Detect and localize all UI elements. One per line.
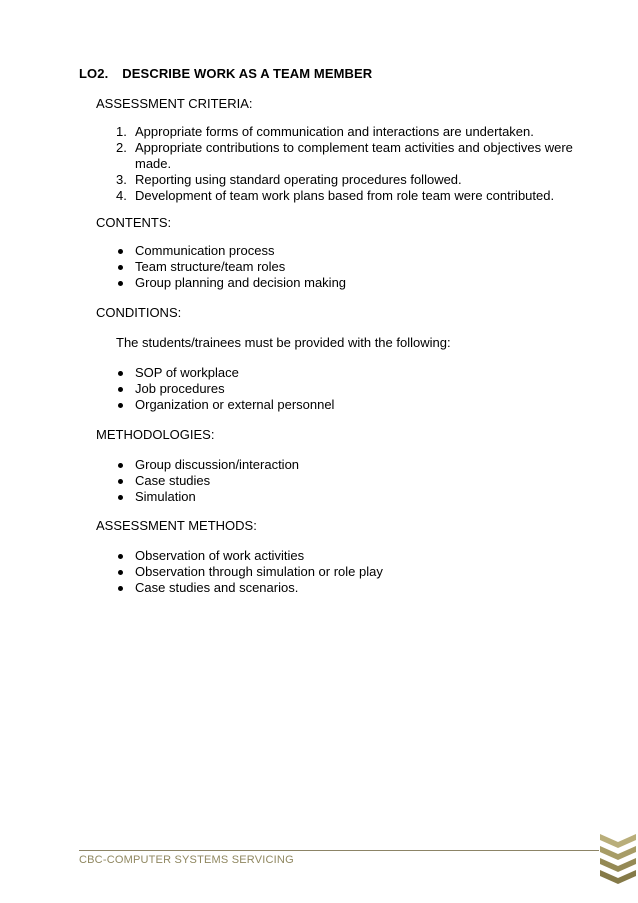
list-item-text: Communication process [135, 243, 275, 258]
conditions-list [116, 365, 576, 413]
list-item [116, 548, 576, 564]
list-item-text: Case studies and scenarios. [135, 580, 299, 595]
list-item-text: Simulation [135, 489, 196, 504]
bullet-icon [118, 495, 123, 500]
list-item [116, 381, 576, 397]
list-item-text: Group discussion/interaction [135, 457, 300, 472]
list-item [116, 275, 576, 291]
conditions-heading: CONDITIONS: [96, 305, 182, 320]
bullet-icon [118, 281, 123, 286]
methodologies-heading: METHODOLOGIES: [96, 427, 215, 442]
list-item-number: 2. [116, 140, 127, 155]
list-item-text: Observation through simulation or role play [135, 564, 383, 579]
footer-text: CBC-COMPUTER SYSTEMS SERVICING [79, 854, 294, 866]
list-item-text: Appropriate forms of communication and interactions are undertaken. [135, 124, 534, 139]
list-item-text: Organization or external personnel [135, 397, 335, 412]
list-item-number: 4. [116, 188, 127, 203]
list-item-text: Appropriate contributions to complement team activities and objectives were made. [135, 140, 573, 171]
bullet-icon [118, 371, 123, 376]
list-item [116, 124, 586, 140]
list-item-text: Reporting using standard operating procedures followed. [135, 172, 462, 187]
list-item [116, 397, 576, 413]
list-item-text: Observation of work activities [135, 548, 305, 563]
contents-heading: CONTENTS: [96, 215, 172, 230]
list-item-text: Case studies [135, 473, 211, 488]
footer-divider [79, 850, 599, 851]
learning-outcome-title: DESCRIBE WORK AS A TEAM MEMBER [122, 66, 373, 81]
bullet-icon [118, 403, 123, 408]
assessment-methods-heading: ASSESSMENT METHODS: [96, 518, 257, 533]
list-item [116, 259, 576, 275]
bullet-icon [118, 463, 123, 468]
list-item-text: Team structure/team roles [135, 259, 286, 274]
bullet-icon [118, 479, 123, 484]
list-item [116, 457, 576, 473]
bullet-icon [118, 265, 123, 270]
list-item [116, 489, 576, 505]
list-item-number: 3. [116, 172, 127, 187]
list-item-text: SOP of workplace [135, 365, 239, 380]
list-item-text: Development of team work plans based from role team were contributed. [135, 188, 555, 203]
bullet-icon [118, 586, 123, 591]
list-item [116, 172, 586, 188]
assessment-methods-list [116, 548, 576, 596]
bullet-icon [118, 554, 123, 559]
methodologies-list [116, 457, 576, 505]
list-item [116, 580, 576, 596]
learning-outcome-code: LO2. [79, 66, 109, 81]
page-title [79, 66, 372, 82]
contents-list [116, 243, 576, 291]
conditions-intro: The students/trainees must be provided with the following: [116, 335, 451, 350]
bullet-icon [118, 570, 123, 575]
assessment-criteria-heading: ASSESSMENT CRITERIA: [96, 96, 253, 111]
list-item [116, 564, 576, 580]
assessment-criteria-list [116, 124, 586, 204]
list-item [116, 365, 576, 381]
bullet-icon [118, 249, 123, 254]
list-item [116, 140, 586, 172]
list-item-number: 1. [116, 124, 127, 139]
list-item-text: Group planning and decision making [135, 275, 347, 290]
list-item [116, 243, 576, 259]
list-item-text: Job procedures [135, 381, 225, 396]
list-item [116, 473, 576, 489]
list-item [116, 188, 586, 204]
bullet-icon [118, 387, 123, 392]
chevron-stack-icon [598, 826, 638, 884]
